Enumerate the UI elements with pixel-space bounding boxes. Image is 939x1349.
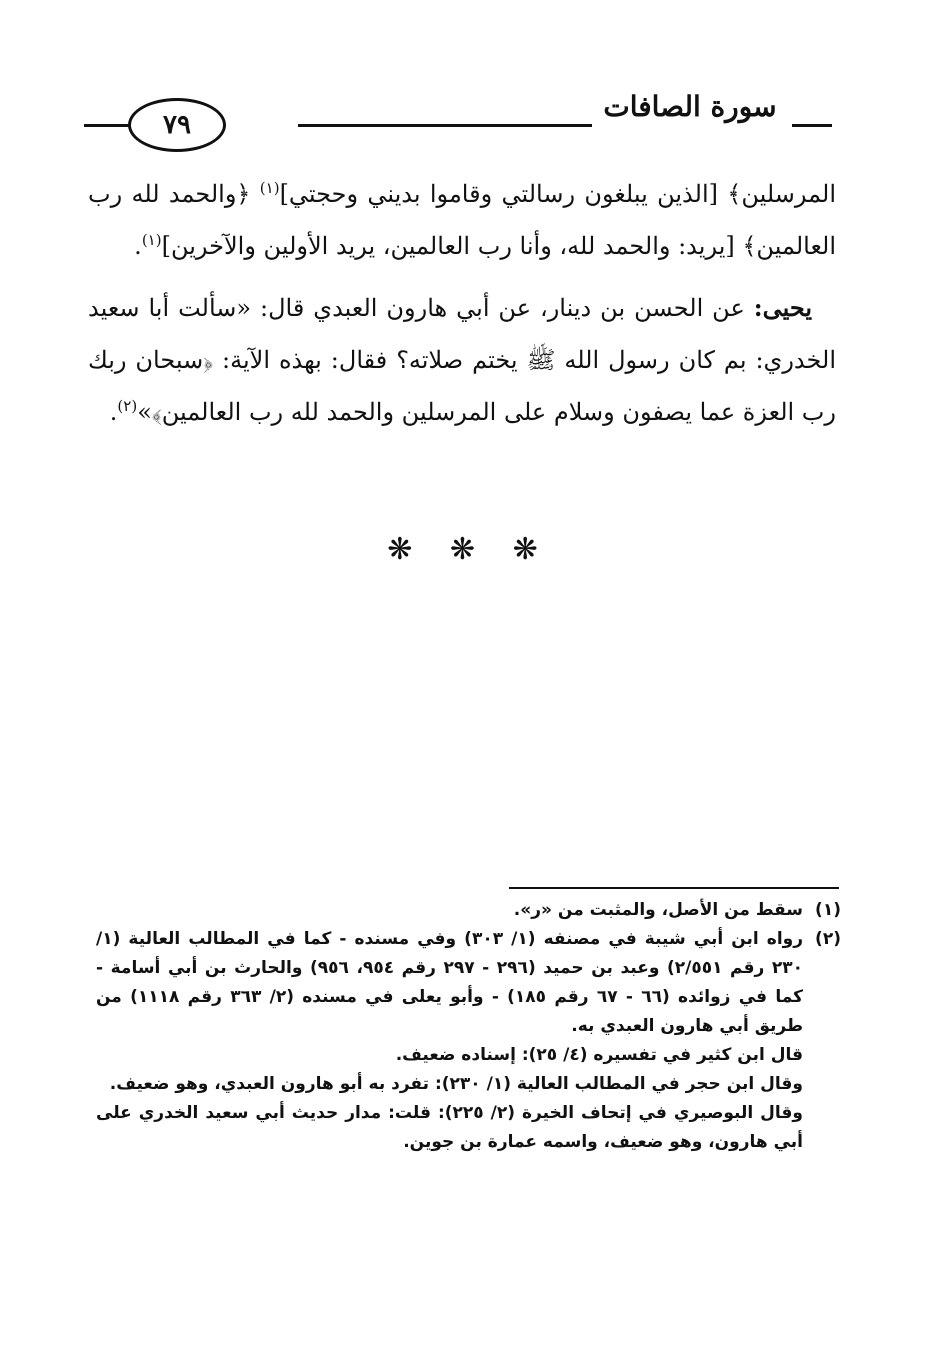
footnote-text [96,925,803,1157]
section-separator: ❋ ❋ ❋ [387,532,552,567]
speaker-name: يحيى: [753,293,812,322]
footnote-line: وقال البوصيري في إتحاف الخيرة (٢/ ٢٢٥): قلت: مدار حديث أبي سعيد الخدري على أبي هارون، وهو ضعيف، واسمه عمارة بن جوين. [96,1103,803,1152]
paragraph-1-text-a: المرسلين﴾ [الذين يبلغون رسالتي وقاموا بديني وحجتي] [279,180,836,208]
footnote-line: رواه ابن أبي شيبة في مصنفه (١/ ٣٠٣) وفي مسنده - كما في المطالب العالية (١/ ٢٣٠ رقم ٢/٥٥١) وعبد بن حميد (٢٩٦ - ٢٩٧ رقم ٩٥٤، ٩٥٦) والحارث بن أبي أسامة - كما في زوائده (٦٦ - ٦٧ رقم ١٨٥) - وأبو يعلى في مسنده (٢/ ٣٦٣ رقم ١١١٨) من طريق أبي هارون العبدي به. [96,929,803,1036]
paragraph-2-text-b: . [109,398,118,426]
footnote-2 [96,925,841,1157]
footnote-rule [509,887,839,889]
footnote-1 [96,896,841,925]
footnote-line: سقط من الأصل، والمثبت من «ر». [513,900,803,920]
footnote-ref-1a: (١) [259,179,280,197]
paragraph-2 [88,282,836,438]
paragraph-1-text-c: . [134,232,142,260]
header-rule-middle [298,124,592,127]
footnote-ref-1b: (١) [141,231,162,249]
footnote-number: (١) [815,900,841,920]
header-rule-left [84,124,130,127]
page-header [84,84,840,174]
surah-title: سورة الصافات [592,90,788,123]
main-text [88,168,836,448]
paragraph-2-text-a: عن الحسن بن دينار، عن أبي هارون العبدي قال: «سألت أبا سعيد الخدري: بم كان رسول الله ﷺ يختم صلاته؟ فقال: بهذه الآية: ﴿سبحان ربك رب العزة عما يصفون وسلام على المرسلين والحمد لله رب العالمين﴾» [88,294,836,426]
footnote-number: (٢) [815,929,841,949]
paragraph-1-text-b: ﴿والحمد لله رب العالمين﴾ [يريد: والحمد لله، وأنا رب العالمين، يريد الأولين والآخرين] [88,180,836,260]
paragraph-1 [88,168,836,272]
page-number: ٧٩ [128,98,226,152]
footnote-line: قال ابن كثير في تفسيره (٤/ ٢٥): إسناده ضعيف. [395,1045,803,1065]
footnote-line: وقال ابن حجر في المطالب العالية (١/ ٢٣٠): تفرد به أبو هارون العبدي، وهو ضعيف. [109,1074,803,1094]
footnote-ref-2: (٢) [117,397,138,415]
header-rule-right [792,124,832,127]
footnotes [96,896,841,1157]
footnote-text [96,896,803,925]
